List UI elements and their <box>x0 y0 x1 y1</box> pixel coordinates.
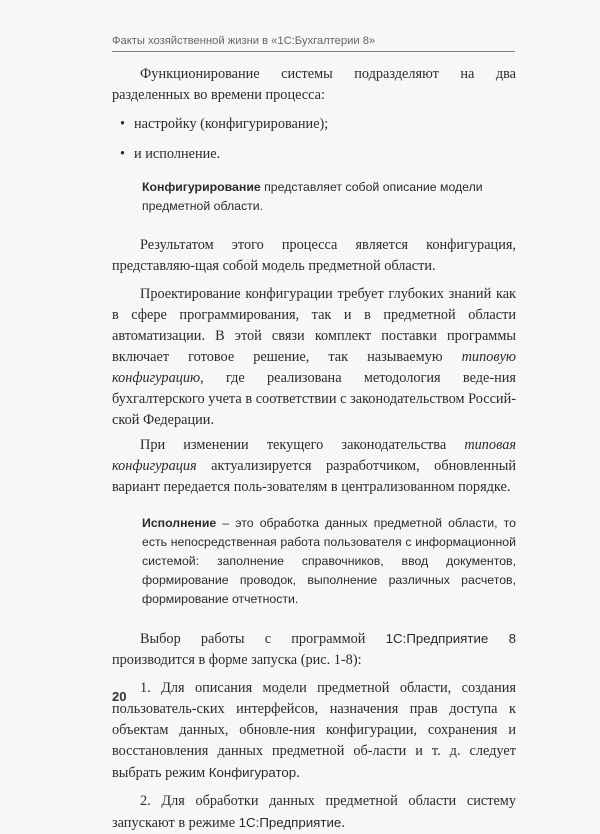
mode-configurator: Конфигуратор <box>208 765 297 780</box>
definition-text: – это обработка данных предметной области, то есть непосредственная работа пользователя с информационной системой: заполнение справочников, ввод документов, формирование проводок, выполнение различных расчетов, формирование отчетности. <box>142 516 516 606</box>
definition-execution <box>112 514 516 609</box>
bullet-icon: • <box>120 116 126 132</box>
page-number: 20 <box>112 689 127 704</box>
mode-enterprise: 1С:Предприятие <box>238 815 342 830</box>
item2-paragraph: 2. Для обработки данных предметной области систему запускают в режиме 1С:Предприятие. <box>112 793 516 831</box>
product-name: 1С:Предприятие 8 <box>385 631 516 646</box>
bullet-icon: • <box>120 146 126 162</box>
term-execution: Исполнение <box>142 516 217 530</box>
item1-paragraph: 1. Для описания модели предметной области, создания пользователь-ских интерфейсов, назначения прав доступа к объектам данных, обновле-ния конфигурации, сохранения и восстановления данных предметной об-ласти и т. д. следует выбрать режим Конфигуратор. <box>112 680 516 781</box>
choice-paragraph: Выбор работы с программой 1С:Предприятие 8 производится в форме запуска (рис. 1-8): <box>112 631 516 668</box>
process-list <box>112 114 516 165</box>
result-paragraph: Результатом этого процесса является конфигурация, представляю-щая собой модель предметной области. <box>112 237 516 274</box>
intro-paragraph: Функционирование системы подразделяют на два разделенных во времени процесса: <box>112 66 516 103</box>
list-item-text: настройку (конфигурирование); <box>134 116 329 132</box>
list-item <box>112 144 516 165</box>
emphasis-typical-config: типовую конфигурацию <box>112 349 516 386</box>
definition-configuring <box>112 178 516 216</box>
running-header: Факты хозяйственной жизни в «1С:Бухгалтерии 8» <box>112 35 515 52</box>
page-content <box>112 64 516 834</box>
change-paragraph: При изменении текущего законодательства типовая конфигурация актуализируется разработчиком, обновленный вариант передается поль-зователям в централизованном порядке. <box>112 437 516 495</box>
list-item <box>112 114 516 135</box>
emphasis-typical-config: типовая конфигурация <box>112 437 516 474</box>
term-configuring: Конфигурирование <box>142 180 261 194</box>
design-paragraph: Проектирование конфигурации требует глубоких знаний как в сфере программирования, так и в предметной области автоматизации. В этой связи комплект поставки программы включает готовое решение, так называемую типовую конфигурацию, где реализована методология веде-ния бухгалтерского учета в соответствии с законодательством Россий-ской Федерации. <box>112 286 516 428</box>
definition-text: представляет собой описание модели предметной области. <box>142 180 483 213</box>
list-item-text: и исполнение. <box>134 146 221 162</box>
